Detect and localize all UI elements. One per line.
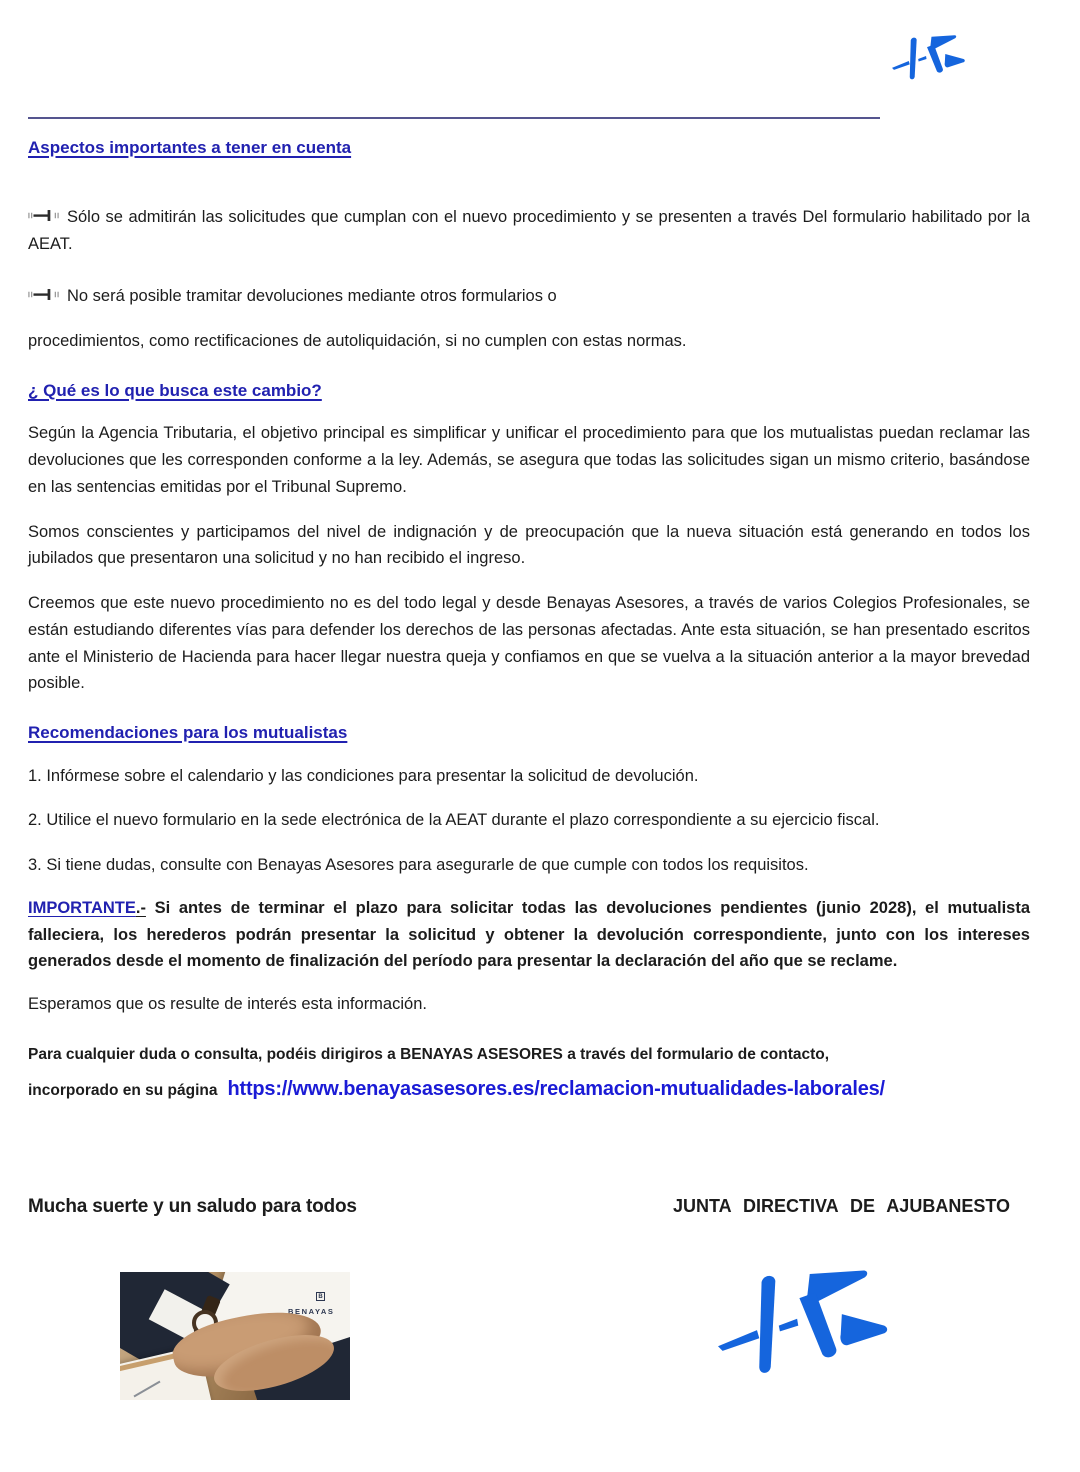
list-item: 2. Utilice el nuevo formulario en la sede electrónica de la AEAT durante el plazo correspondiente a su ejercicio fiscal.: [28, 811, 880, 830]
importante-text: Si antes de terminar el plazo para solicitar todas las devoluciones pendientes (junio 2028), el mutualista falleciera, los herederos podrán presentar la solicitud y obtener la devolución correspondiente, junto con los intereses generados desde el momento de finalización del período para presentar la declaración del año que se reclame.: [28, 898, 1030, 971]
list-item: 3. Si tiene dudas, consulte con Benayas Asesores para asegurarle de que cumple con todos los requisitos.: [28, 856, 809, 875]
closing-note: Esperamos que os resulte de interés esta información.: [28, 995, 427, 1014]
list-item: 1. Infórmese sobre el calendario y las condiciones para presentar la solicitud de devolución.: [28, 766, 699, 785]
paragraph-continuation: procedimientos, como rectificaciones de autoliquidación, si no cumplen con estas normas.: [28, 331, 687, 350]
ajubanesto-logo: [718, 1262, 890, 1380]
handshake-photo: [120, 1272, 350, 1400]
contact-line2: [28, 1073, 1030, 1105]
section-heading-aspectos: Aspectos importantes a tener en cuenta: [28, 138, 352, 157]
importante-separator: .-: [135, 898, 146, 917]
signoff-left: Mucha suerte y un saludo para todos: [28, 1196, 357, 1217]
section-heading-cambio: ¿ Qué es lo que busca este cambio?: [28, 380, 322, 400]
paragraph-importante: [28, 895, 1030, 975]
horizontal-divider: [28, 117, 880, 119]
benayas-brand-text: BENAYAS: [288, 1307, 335, 1316]
contact-url-link[interactable]: https://www.benayasasesores.es/reclamacion-mutualidades-laborales/: [227, 1077, 885, 1100]
contact-line2-prefix: incorporado en su página: [28, 1081, 218, 1099]
tab-arrow-icon: [28, 209, 59, 222]
signoff-right: JUNTA DIRECTIVA DE AJUBANESTO: [672, 1196, 1010, 1216]
paragraph: Según la Agencia Tributaria, el objetivo principal es simplificar y unificar el procedimiento para que los mutualistas puedan reclamar las devoluciones que les corresponden conforme a la ley. Además, se asegura que todas las solicitudes sigan un mismo criterio, basándose en las sentencias emitidas por el Tribunal Supremo.: [28, 424, 1030, 496]
paragraph: Creemos que este nuevo procedimiento no es del todo legal y desde Benayas Asesores, a través de varios Colegios Profesionales, se están estudiando diferentes vías para defender los derechos de las personas afectadas. Ante esta situación, se han presentado escritos ante el Ministerio de Hacienda para hacer llegar nuestra queja y confiamos en que se vuelva a la situación anterior a la mayor brevedad posible.: [28, 594, 1030, 693]
bullet-paragraph: [28, 204, 1030, 257]
ajubanesto-logo: [892, 24, 966, 90]
bullet-text: No será posible tramitar devoluciones mediante otros formularios o: [67, 287, 557, 306]
contact-line1: Para cualquier duda o consulta, podéis dirigiros a BENAYAS ASESORES a través del formulario de contacto,: [28, 1045, 830, 1063]
benayas-logo-icon: B: [316, 1292, 325, 1301]
bullet-text: Sólo se admitirán las solicitudes que cumplan con el nuevo procedimiento y se presenten a través Del formulario habilitado por la AEAT.: [28, 207, 1030, 253]
document-body: [28, 136, 1030, 1105]
signoff-row: [28, 1192, 1030, 1223]
tab-arrow-icon: [28, 288, 59, 301]
bullet-paragraph: [28, 283, 1030, 310]
section-heading-recomendaciones: Recomendaciones para los mutualistas: [28, 722, 348, 742]
importante-label: IMPORTANTE: [28, 898, 136, 917]
paragraph: Somos conscientes y participamos del nivel de indignación y de preocupación que la nueva situación está generando en todos los jubilados que presentaron una solicitud y no han recibido el ingreso.: [28, 522, 1030, 568]
